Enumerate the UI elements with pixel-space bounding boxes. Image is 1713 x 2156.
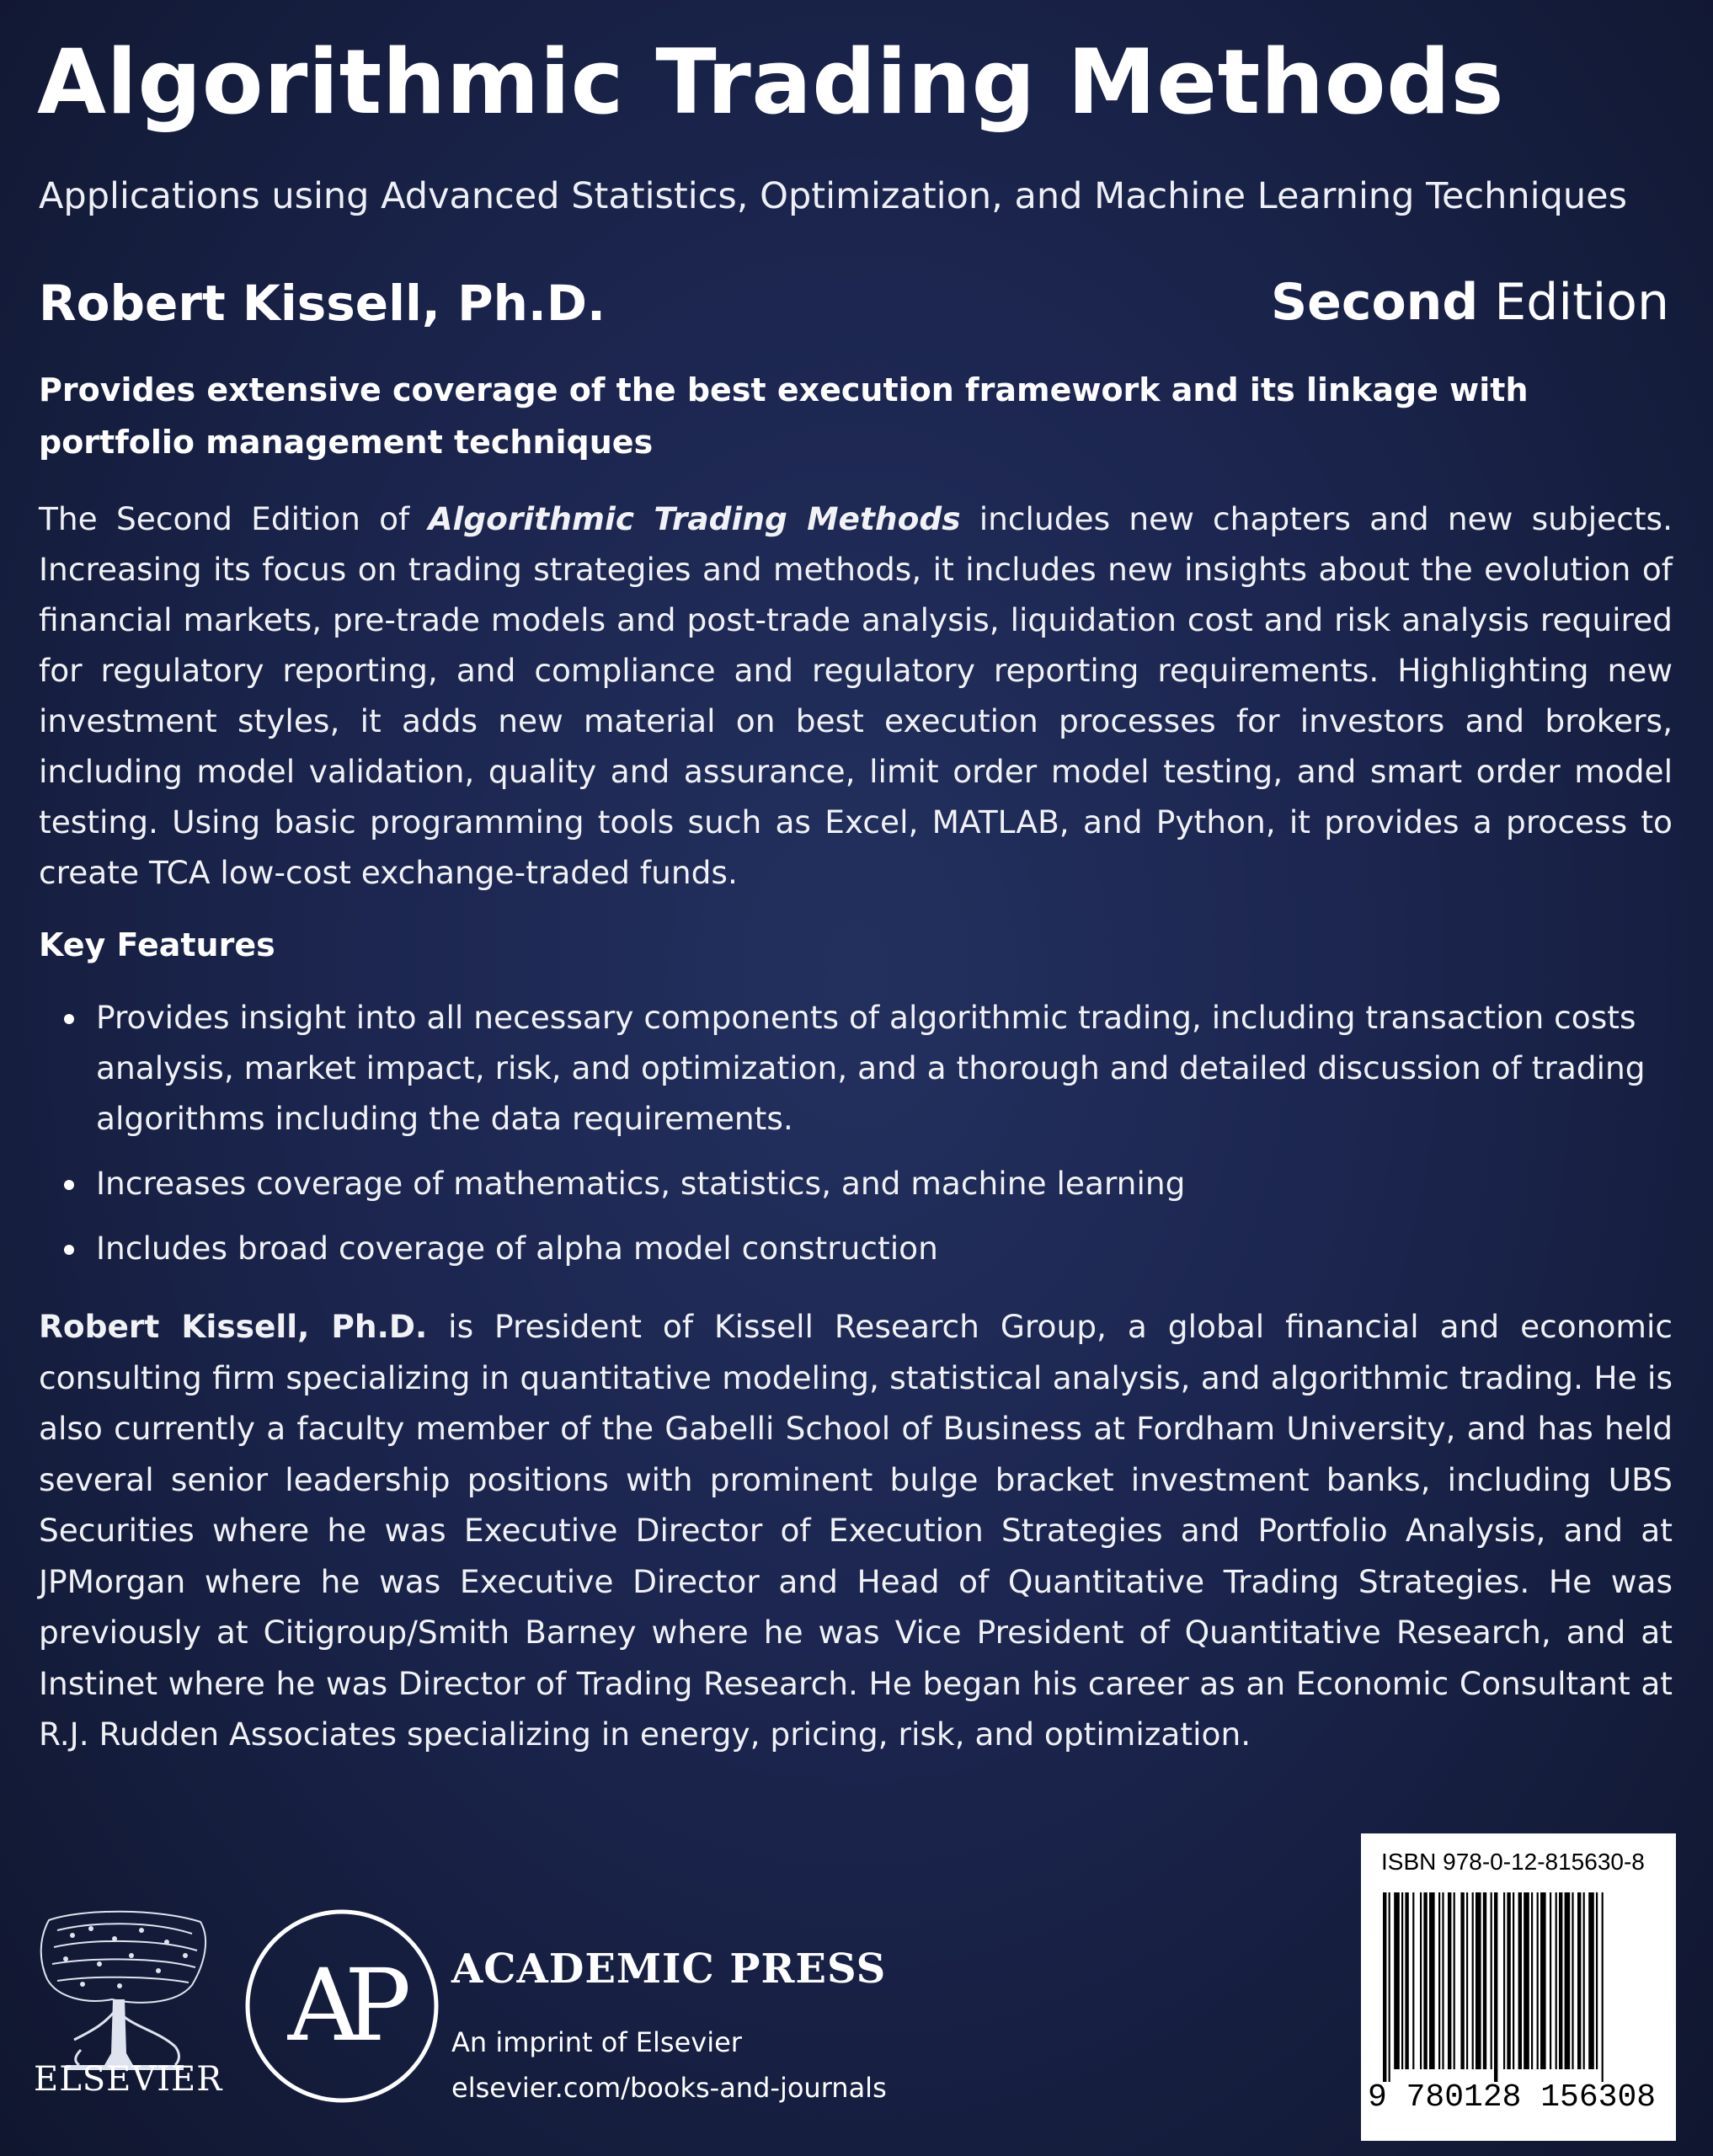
bio-text: is President of Kissell Research Group, a global financial and economic consulting firm specializing in quantitative modeling, statistical analysis, and algorithmic trading. He is also currently a faculty member of the Gabelli School of Business at Fordham University, and has held several senior leadership positions with prominent bulge bracket investment banks, including UBS Securities where he was Executive Director of Execution Strategies and Portfolio Analysis, and at JPMorgan where he was Executive Director and Head of Quantitative Trading Strategies. He was previously at Citigroup/Smith Barney where he was Vice President of Quantitative Research, and at Instinet where he was Director of Trading Research. He began his career as an Economic Consultant at R.J. Rudden Associates specializing in energy, pricing, risk, and optimization. — [39, 1308, 1673, 1753]
barcode-bar — [1524, 1892, 1529, 2069]
barcode-bar — [1531, 1892, 1533, 2069]
barcode-icon — [1379, 1892, 1657, 2082]
barcode-bar — [1540, 1892, 1546, 2069]
barcode-bar — [1507, 1892, 1510, 2069]
barcode-bar — [1476, 1892, 1481, 2069]
edition-number: Second — [1270, 273, 1479, 332]
ap-monogram: AP — [287, 1947, 397, 2063]
barcode-bar — [1429, 1892, 1435, 2069]
barcode-bar — [1454, 1892, 1455, 2069]
barcode-bar — [1537, 1892, 1539, 2069]
key-feature-item — [39, 1158, 1673, 1209]
description-book-title: Algorithmic Trading Methods — [428, 500, 961, 537]
barcode-bar — [1588, 1892, 1594, 2069]
barcode-bar — [1438, 1892, 1440, 2069]
barcode-bar — [1559, 1892, 1562, 2069]
barcode-bar — [1583, 1892, 1585, 2069]
barcode-bar — [1572, 1892, 1573, 2069]
barcode-bar — [1466, 1892, 1468, 2069]
barcode-bar — [1448, 1892, 1451, 2069]
barcode-bar — [1556, 1892, 1557, 2069]
barcode-bar — [1383, 1892, 1386, 2082]
barcode-bar — [1494, 1892, 1497, 2082]
academic-press-logo-icon — [241, 1905, 443, 2107]
key-features-heading: Key Features — [39, 926, 275, 963]
bullet-icon — [64, 1180, 74, 1190]
imprint-line: An imprint of Elsevier — [451, 2026, 742, 2058]
book-subtitle: Applications using Advanced Statistics, Optimization, and Machine Learning Techniques — [39, 175, 1628, 217]
bullet-icon — [64, 1014, 74, 1024]
barcode-bar — [1483, 1892, 1486, 2069]
key-feature-item — [39, 1223, 1673, 1273]
barcode-bar — [1503, 1892, 1505, 2069]
lead-statement: Provides extensive coverage of the best execution framework and its linkage with portfolio management techniques — [39, 371, 1529, 461]
bullet-icon — [64, 1245, 74, 1255]
barcode-bar — [1550, 1892, 1551, 2069]
barcode-bar — [1491, 1892, 1492, 2069]
barcode-bar — [1412, 1892, 1414, 2069]
barcode-bar — [1389, 1892, 1390, 2082]
barcode-bar — [1420, 1892, 1422, 2069]
barcode-bar — [1460, 1892, 1464, 2069]
book-description — [39, 494, 1673, 898]
key-feature-text: Provides insight into all necessary components of algorithmic trading, including transaction costs analysis, market impact, risk, and optimization, and a thorough and detailed discussion of trading algorithms including the data requirements. — [96, 999, 1646, 1137]
barcode-bar — [1405, 1892, 1408, 2069]
author-bio — [39, 1301, 1673, 1760]
barcode-bar — [1401, 1892, 1403, 2069]
key-features-list — [39, 992, 1673, 1273]
description-body: includes new chapters and new subjects. Increasing its focus on trading strategies and methods, it includes new insights about the evolution of financial markets, pre-trade models and post-trade analysis, liquidation cost and risk analysis required for regulatory reporting, and compliance and regulatory reporting requirements. Highlighting new investment styles, it adds new material on best execution processes for investors and brokers, including model validation, quality and assurance, limit order model testing, and smart order model testing. Using basic programming tools such as Excel, MATLAB, and Python, it provides a process to create TCA low-cost exchange-traded funds. — [39, 500, 1673, 891]
barcode-bar — [1577, 1892, 1581, 2069]
barcode-bar — [1513, 1892, 1514, 2069]
barcode-bar — [1472, 1892, 1474, 2069]
isbn-digits: 9 780128 156308 — [1368, 2079, 1657, 2116]
academic-press-text — [451, 1945, 887, 2104]
description-intro: The Second Edition of — [39, 500, 429, 537]
barcode-bar — [1518, 1892, 1522, 2069]
barcode-bar — [1423, 1892, 1427, 2069]
isbn-barcode-box — [1361, 1833, 1676, 2141]
publisher-name: ACADEMIC PRESS — [451, 1945, 887, 1993]
elsevier-wordmark: ELSEVIER — [34, 2060, 223, 2099]
edition-label — [1271, 273, 1669, 332]
key-feature-text: Includes broad coverage of alpha model construction — [96, 1230, 938, 1267]
key-feature-item — [39, 992, 1673, 1144]
edition-word: Edition — [1478, 273, 1669, 332]
author-name: Robert Kissell, Ph.D. — [39, 275, 606, 332]
key-feature-text: Increases coverage of mathematics, statistics, and machine learning — [96, 1165, 1186, 1202]
book-title: Algorithmic Trading Methods — [37, 30, 1505, 134]
barcode-bar — [1442, 1892, 1444, 2069]
barcode-bar — [1565, 1892, 1571, 2069]
publisher-url: elsevier.com/books-and-journals — [451, 2072, 887, 2104]
barcode-bar — [1394, 1892, 1400, 2069]
barcode-bar — [1596, 1892, 1598, 2069]
isbn-label: ISBN 978-0-12-815630-8 — [1381, 1849, 1645, 1875]
barcode-bar — [1602, 1892, 1604, 2082]
bio-author-name: Robert Kissell, Ph.D. — [39, 1308, 428, 1345]
